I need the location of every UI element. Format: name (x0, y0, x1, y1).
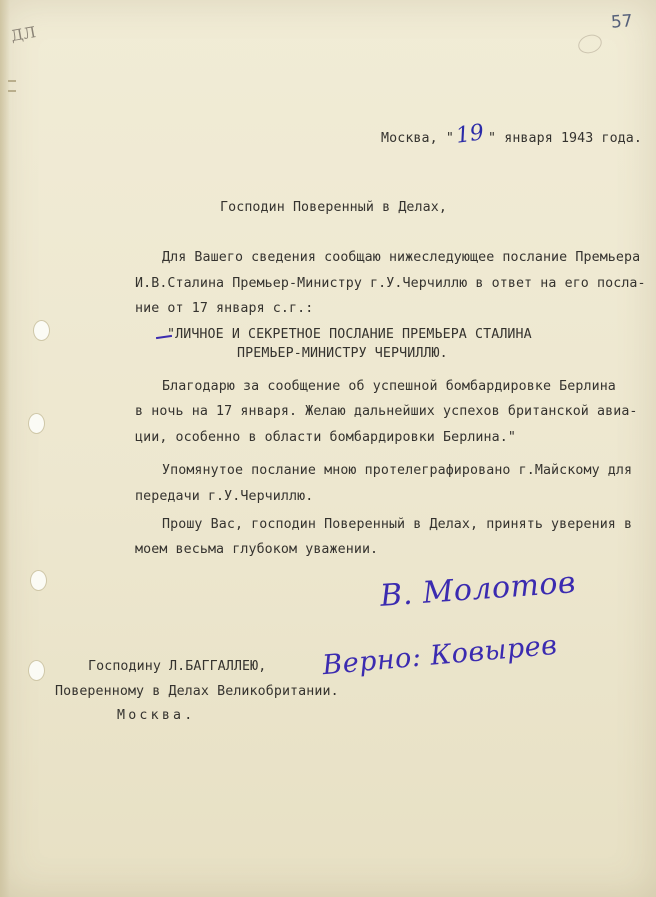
signature-handwritten: В. Молотов (379, 565, 578, 614)
addressee-city: Москва. (117, 708, 196, 723)
closing-line: Прошу Вас, господин Поверенный в Делах, принять уверения в (162, 517, 633, 532)
verification-handwritten: Верно: Ковырев (321, 629, 559, 682)
paper-edge-shadow (0, 0, 10, 897)
message-line: Благодарю за сообщение об успешной бомбардировке Берлина (162, 379, 616, 394)
message-heading: ПРЕМЬЕР-МИНИСТРУ ЧЕРЧИЛЛЮ. (237, 346, 448, 361)
closing-line: моем весьма глубоком уважении. (135, 542, 379, 557)
message-heading: "ЛИЧНОЕ И СЕКРЕТНОЕ ПОСЛАНИЕ ПРЕМЬЕРА СТАЛИНА (167, 327, 532, 342)
margin-tick (8, 80, 16, 82)
punch-hole (30, 570, 47, 591)
body-line: Для Вашего сведения сообщаю нижеследующее послание Премьера (162, 250, 641, 265)
margin-tick (8, 90, 16, 92)
date-prefix: Москва, " (381, 131, 454, 146)
body-line: ние от 17 января с.г.: (135, 301, 314, 316)
addressee-line: Поверенному в Делах Великобритании. (55, 684, 339, 699)
punch-hole (33, 320, 50, 341)
body-line: передачи г.У.Черчиллю. (135, 489, 314, 504)
date-suffix: " января 1943 года. (488, 131, 643, 146)
punch-hole (28, 413, 45, 434)
salutation: Господин Поверенный в Делах, (220, 200, 447, 215)
punch-hole (28, 660, 45, 681)
body-line: Упомянутое послание мною протелеграфировано г.Майскому для (162, 463, 633, 478)
corner-annotation: ДЛ (9, 22, 38, 46)
message-line: ции, особенно в области бомбардировки Берлина." (135, 430, 516, 445)
addressee-line: Господину Л.БАГГАЛЛЕЮ, (88, 659, 267, 674)
date-day-handwritten: 19 (454, 120, 486, 149)
page-number: 57 (610, 11, 634, 33)
message-line: в ночь на 17 января. Желаю дальнейших успехов британской авиа- (135, 404, 638, 419)
faint-stamp-mark (576, 32, 604, 57)
body-line: И.В.Сталина Премьер-Министру г.У.Черчиллю в ответ на его посла- (135, 276, 646, 291)
